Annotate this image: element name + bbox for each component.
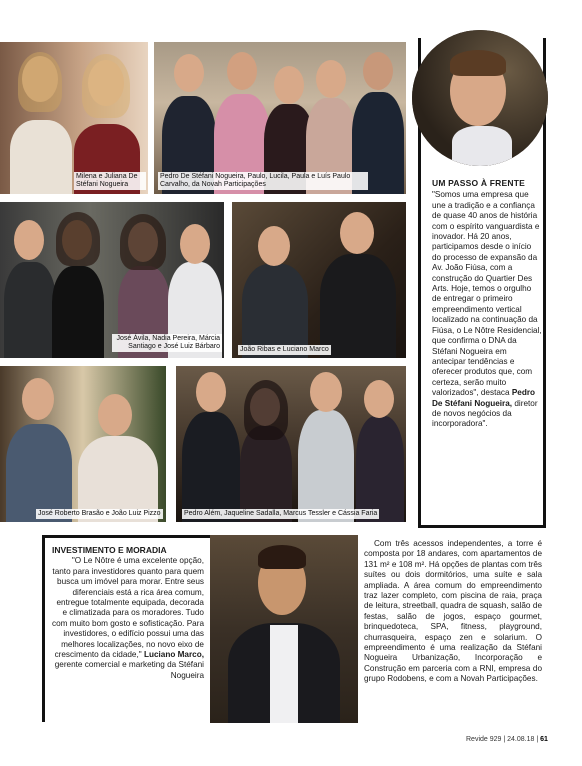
photo-caption: Pedro Além, Jaqueline Sadalla, Marcus Tessler e Cássia Faria (184, 510, 378, 517)
photo-joao-ribas-luciano (232, 202, 406, 358)
sidebar-portrait (412, 30, 548, 166)
photo-brasao-pizzo (0, 366, 166, 522)
sidebar-speaker-role: diretor de novos negócios da incorporadora". (432, 398, 538, 429)
photo-caption: José Ávila, Nadia Pereira, Márcia Santiago e José Luiz Bárbaro (112, 334, 222, 352)
investimento-speaker: Luciano Marco, (143, 650, 204, 660)
investimento-title: INVESTIMENTO E MORADIA (52, 545, 167, 555)
photo-luciano-marco (210, 535, 358, 723)
photo-pedro-alem-group (176, 366, 406, 522)
page-footer (466, 736, 548, 743)
footer-issue: Revide 929 | 24.08.18 | (466, 736, 539, 743)
investimento-quote: "O Le Nôtre é uma excelente opção, tanto para investidores quanto para quem busca um imóvel para morar. Entre seus diferenciais está a rica área comum, entregue totalmente equipada, decorada e climatizada para os moradores. Tudo com muito bom gosto e sofisticação. Para investidores, o edifício possui uma das melhores localizações, no novo eixo de crescimento da cidade," (52, 556, 204, 660)
photo-caption: José Roberto Brasão e João Luiz Pizzo (38, 510, 161, 517)
sidebar-quote: "Somos uma empresa que une a tradição e a confiança de quase 40 anos de história com o espírito vanguardista e inovador. Há 20 anos, participamos desde o início do processo de expansão da Av. João Fiúsa, com a construção do Quartier Des Arts. Hoje, temos o orgulho de entregar o primeiro empreendimento vertical localizado na continuação da Fiúsa, o Le Nôtre Residencial, que confirma o DNA da Stéfani Nogueira em antecipar tendências e oferecer produtos que, com certeza, serão muito valorizados", destaca (432, 190, 542, 398)
photo-caption: Pedro De Stéfani Nogueira, Paulo, Lucila, Paula e Luís Paulo Carvalho, da Novah Participações (158, 172, 368, 190)
article-body: Com três acessos independentes, a torre é composta por 18 andares, com apartamentos de 131 m² e 108 m². Há opções de plantas com três suítes ou dois dormitórios, uma suíte e sala ampliada. A área comum do empreendimento traz lazer completo, com piscina de raia, praça de leitura, streetball, quadra de squash, salão de festas, salão de jogos, espaço gourmet, brinquedoteca, SPA, fitness, playground, churrasqueira, espaço zen e solarium. O empreendimento é uma realização da Stéfani Nogueira Urbanização, Incorporação e Construção em parceria com a RNI, empresa do grupo Rodobens, e com a Novah Participações. (364, 539, 542, 684)
photo-caption: João Ribas e Luciano Marco (240, 346, 329, 353)
sidebar-title: UM PASSO À FRENTE (432, 178, 525, 188)
investimento-speaker-role: gerente comercial e marketing da Stéfani Nogueira (54, 660, 204, 680)
sidebar-text (432, 178, 542, 430)
page-number: 61 (540, 736, 548, 743)
sidebar-speaker: Pedro De Stéfani Nogueira, (432, 388, 536, 408)
photo-caption: Milena e Juliana De Stéfani Nogueira (74, 172, 146, 190)
investimento-text (52, 545, 204, 681)
